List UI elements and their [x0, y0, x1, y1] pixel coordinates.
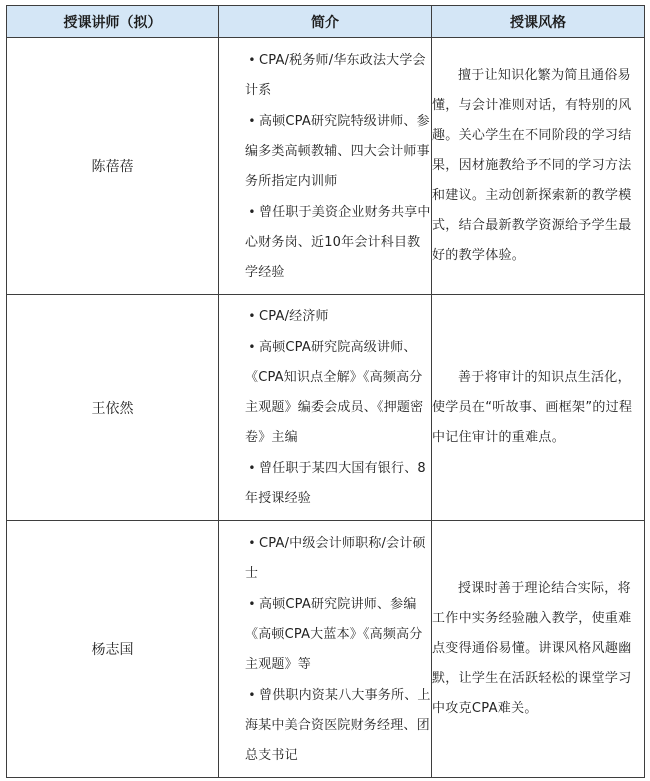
- bullet-icon: •: [248, 340, 256, 354]
- style-cell: [432, 38, 645, 295]
- style-cell: [432, 521, 645, 778]
- intro-bullet: • CPA/税务师/华东政法大学会计系: [219, 45, 431, 106]
- intro-bullet: • 高顿CPA研究院特级讲师、参编多类高顿教辅、四大会计师事务所指定内训师: [219, 106, 431, 197]
- intro-bullet: • 曾供职内资某八大事务所、上海某中美合资医院财务经理、团总支书记: [219, 680, 431, 771]
- bullet-icon: •: [248, 52, 256, 67]
- table-row: [7, 295, 645, 521]
- style-cell: [432, 295, 645, 521]
- intro-bullet: • CPA/经济师: [219, 301, 431, 332]
- intro-bullet: • CPA/中级会计师职称/会计硕士: [219, 528, 431, 589]
- bullet-icon: •: [248, 461, 256, 475]
- instructor-table: [6, 5, 645, 778]
- bullet-icon: •: [248, 204, 256, 219]
- intro-cell: [219, 295, 432, 521]
- table-row: [7, 38, 645, 295]
- header-teacher: 授课讲师（拟）: [7, 6, 219, 38]
- intro-bullet: • 高顿CPA研究院高级讲师、《CPA知识点全解》《高频高分主观题》编委会成员、《押题密卷》主编: [219, 332, 431, 453]
- intro-cell: [219, 521, 432, 778]
- bullet-icon: •: [248, 309, 256, 323]
- header-style: 授课风格: [432, 6, 645, 38]
- intro-cell: [219, 38, 432, 295]
- bullet-icon: •: [248, 596, 256, 611]
- teacher-name: 陈蓓蓓: [7, 38, 219, 295]
- header-row: [7, 6, 645, 38]
- bullet-icon: •: [248, 113, 256, 128]
- teacher-name: 杨志国: [7, 521, 219, 778]
- intro-bullet: • 高顿CPA研究院讲师、参编《高顿CPA大蓝本》《高频高分主观题》等: [219, 589, 431, 680]
- intro-bullet: • 曾任职于美资企业财务共享中心财务岗、近10年会计科目教学经验: [219, 197, 431, 288]
- bullet-icon: •: [248, 687, 256, 702]
- intro-bullet: • 曾任职于某四大国有银行、8年授课经验: [219, 453, 431, 514]
- header-intro: 简介: [219, 6, 432, 38]
- teacher-name: 王依然: [7, 295, 219, 521]
- bullet-icon: •: [248, 535, 256, 550]
- style-text: 授课时善于理论结合实际，将工作中实务经验融入教学，使重难点变得通俗易懂。讲课风格风趣幽默，让学生在活跃轻松的课堂学习中攻克CPA难关。: [432, 581, 632, 716]
- style-text: 擅于让知识化繁为简且通俗易懂，与会计准则对话，有特别的风趣。关心学生在不同阶段的学习结果，因材施教给予不同的学习方法和建议。主动创新探索新的教学模式，结合最新教学资源给予学生最好的教学体验。: [432, 68, 632, 263]
- table-row: [7, 521, 645, 778]
- style-text: 善于将审计的知识点生活化，使学员在“听故事、画框架”的过程中记住审计的重难点。: [432, 369, 633, 445]
